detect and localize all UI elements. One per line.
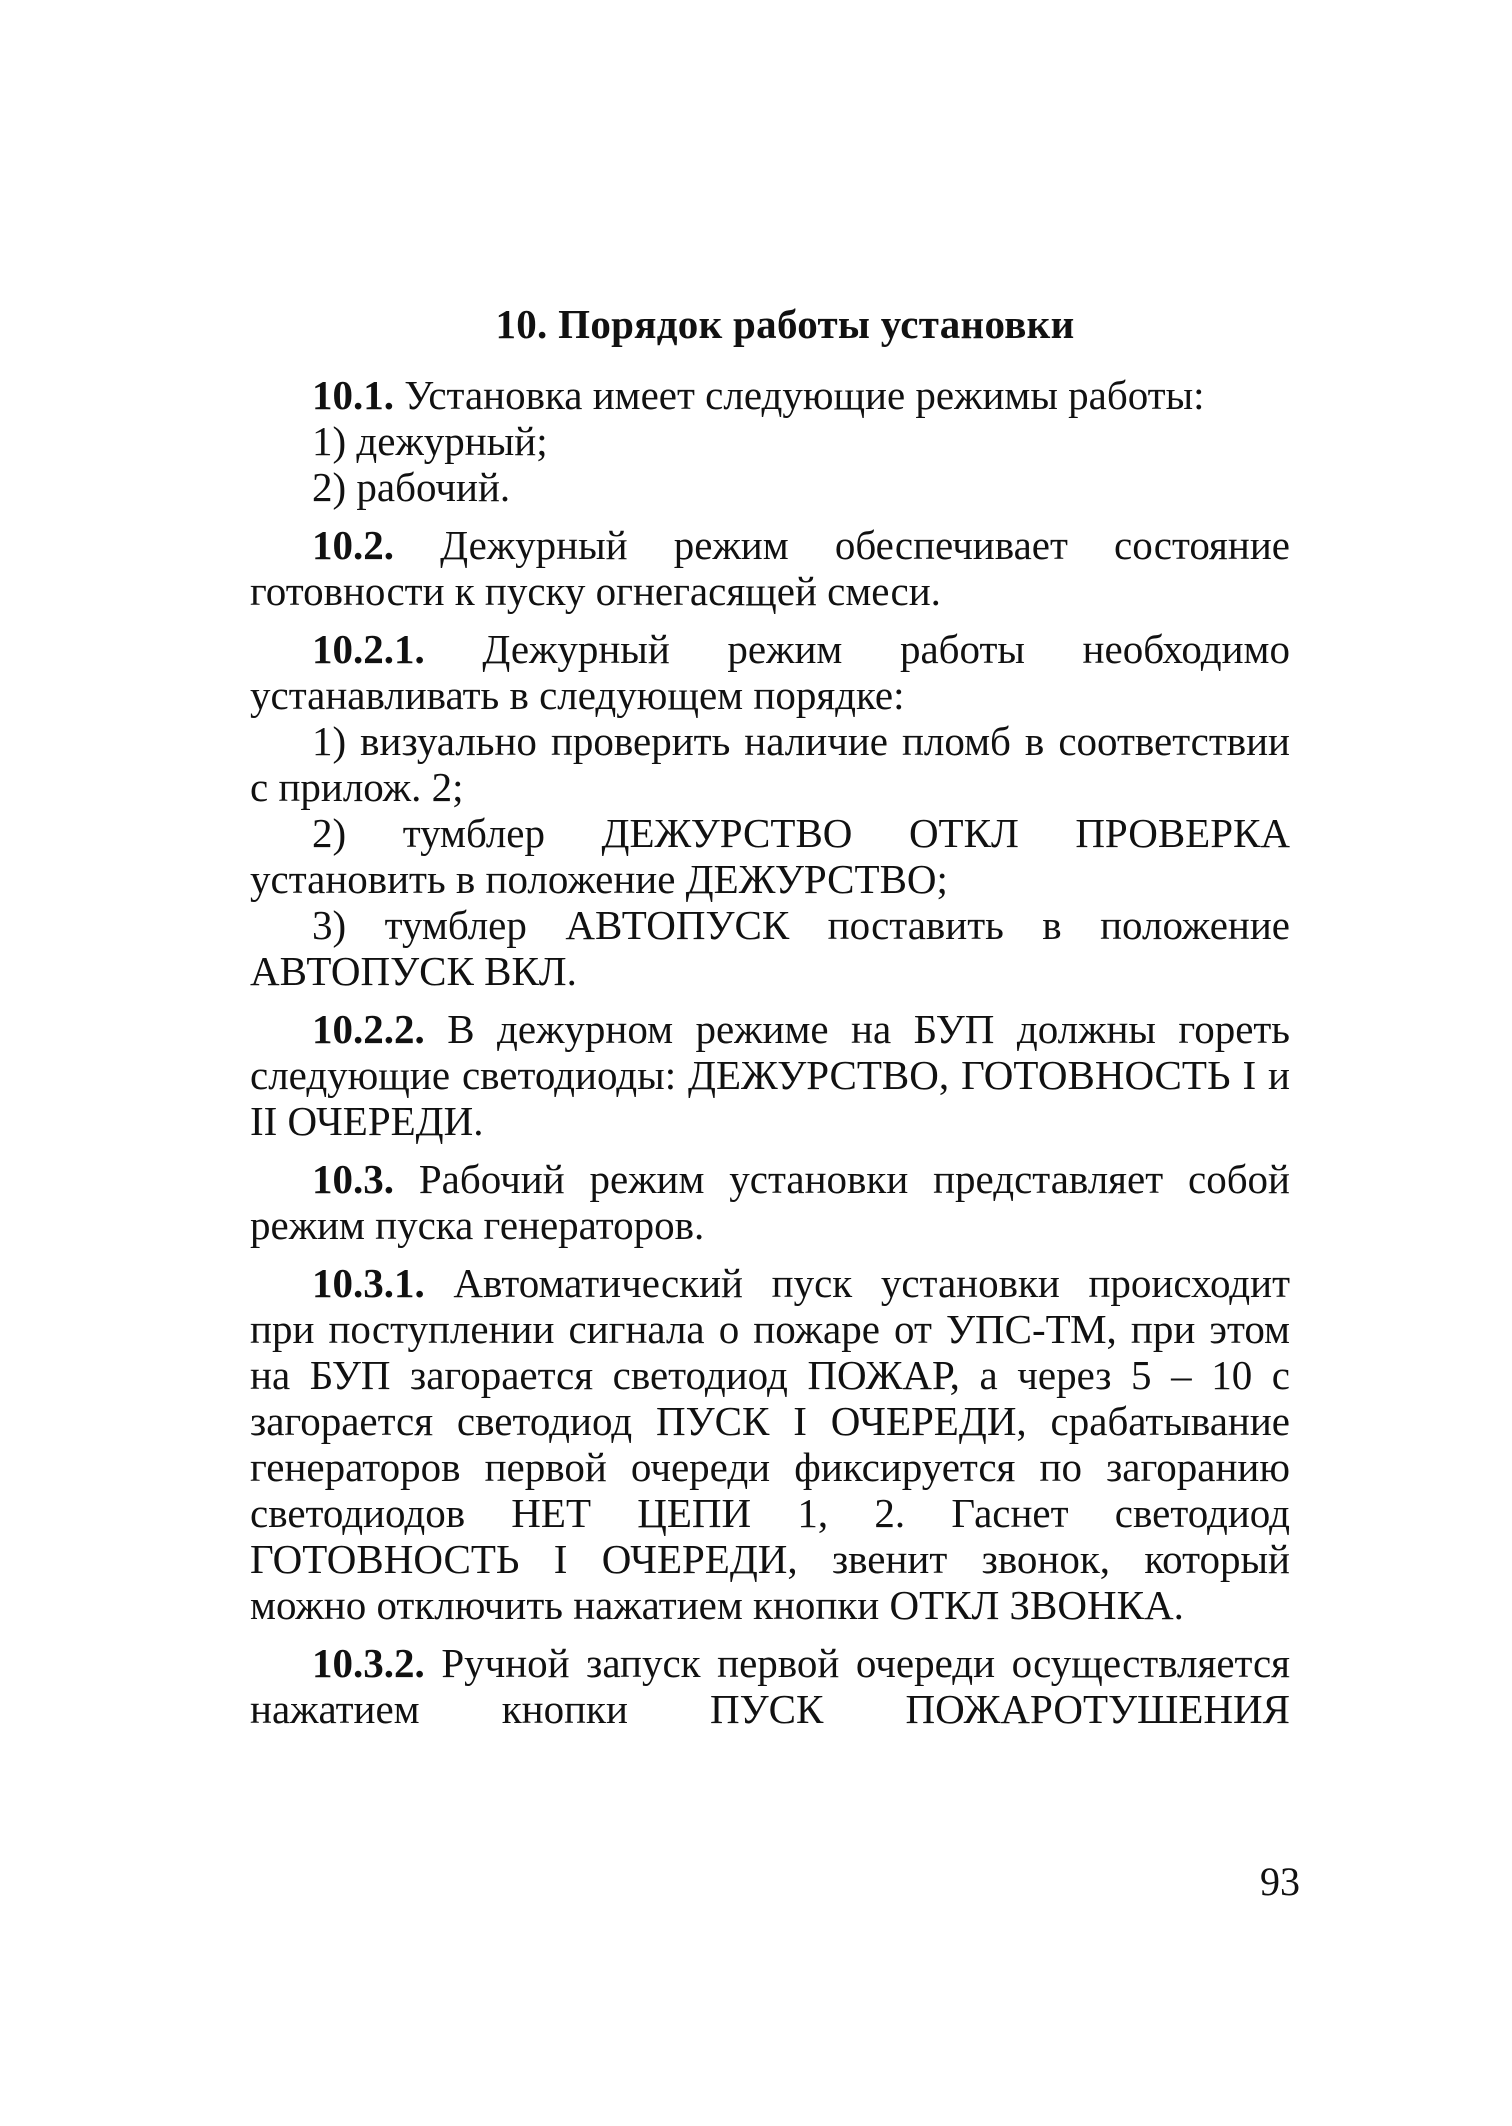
paragraph-10-1 [250, 372, 1290, 418]
list-item-step-1 [250, 718, 1290, 810]
paragraph-10-2-2 [250, 1006, 1290, 1144]
clause-number: 10.2. [312, 522, 394, 568]
list-item-text: 2) тумблер ДЕЖУРСТВО ОТКЛ ПРОВЕРКА установить в положение ДЕЖУРСТВО; [250, 810, 1290, 902]
list-item-mode-2 [250, 464, 1290, 510]
clause-number: 10.3.2. [312, 1640, 425, 1686]
page-body [250, 300, 1290, 1744]
clause-number: 10.1. [312, 372, 394, 418]
paragraph-10-3-1 [250, 1260, 1290, 1628]
list-item-text: 3) тумблер АВТОПУСК поставить в положение АВТОПУСК ВКЛ. [250, 902, 1290, 994]
clause-text: Ручной запуск первой очереди осуществляется нажатием кнопки ПУСК ПОЖАРОТУШЕНИЯ [250, 1640, 1291, 1732]
clause-number: 10.2.1. [312, 626, 425, 672]
clause-number: 10.2.2. [312, 1006, 425, 1052]
list-item-text: 1) дежурный; [312, 418, 548, 464]
paragraph-10-2-1 [250, 626, 1290, 718]
paragraph-10-3 [250, 1156, 1290, 1248]
clause-text: Установка имеет следующие режимы работы: [404, 372, 1205, 418]
clause-text: Дежурный режим обеспечивает состояние готовности к пуску огнегасящей смеси. [250, 522, 1290, 614]
section-heading: 10. Порядок работы установки [495, 301, 1075, 347]
list-item-text: 1) визуально проверить наличие пломб в соответствии с прилож. 2; [250, 718, 1290, 810]
clause-text: Дежурный режим работы необходимо устанавливать в следующем порядке: [250, 626, 1290, 718]
clause-text: В дежурном режиме на БУП должны гореть следующие светодиоды: ДЕЖУРСТВО, ГОТОВНОСТЬ I и II ОЧЕРЕДИ. [250, 1006, 1291, 1144]
list-item-text: 2) рабочий. [312, 464, 511, 510]
page-number: 93 [1260, 1859, 1300, 1904]
list-item-mode-1 [250, 418, 1290, 464]
paragraph-10-3-2 [250, 1640, 1290, 1732]
list-item-step-2 [250, 810, 1290, 902]
clause-number: 10.3.1. [312, 1260, 425, 1306]
clause-text: Автоматический пуск установки происходит при поступлении сигнала о пожаре от УПС-ТМ, при этом на БУП загорается светодиод ПОЖАР, а через 5 – 10 с загорается светодиод ПУСК I ОЧЕРЕДИ, срабатывание генераторов первой очереди фиксируется по загоранию светодиодов НЕТ ЦЕПИ 1, 2. Гаснет светодиод ГОТОВНОСТЬ I ОЧЕРЕДИ, звенит звонок, который можно отключить нажатием кнопки ОТКЛ ЗВОНКА. [250, 1260, 1291, 1628]
list-item-step-3 [250, 902, 1290, 994]
clause-text: Рабочий режим установки представляет собой режим пуска генераторов. [250, 1156, 1290, 1248]
clause-number: 10.3. [312, 1156, 394, 1202]
paragraph-10-2 [250, 522, 1290, 614]
